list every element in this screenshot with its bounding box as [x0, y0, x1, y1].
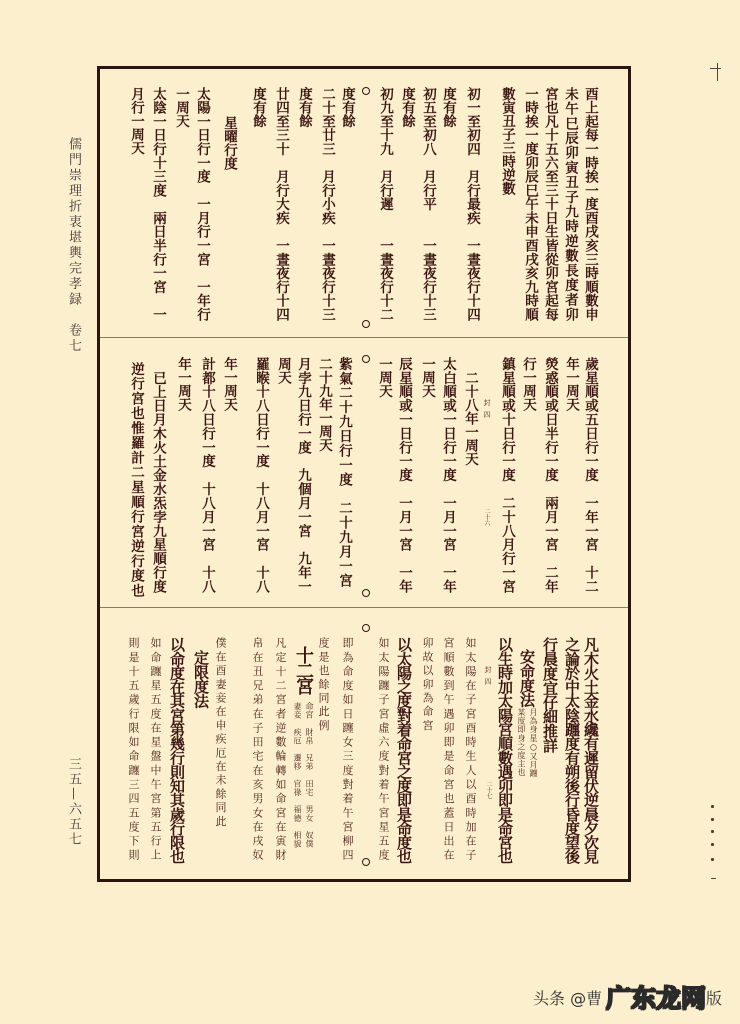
text-column: 僕在酉妻妾在申疾厄在未餘同此 — [214, 637, 227, 829]
section-heading: 安命度法 — [518, 649, 536, 707]
text-column: 如命躔星五度在星盤中午宮第五行上 — [149, 637, 162, 862]
text-column: 初九至十九 月行遲 一晝夜行十二 — [377, 87, 393, 321]
fold-circle-icon — [362, 589, 370, 597]
text-column: 已上日月木火土金水炁孛九星順行度 — [150, 371, 166, 593]
text-column: 初五至初八 月行平 一晝夜行十三 — [420, 87, 436, 321]
text-column: 度有餘 — [296, 87, 312, 128]
interlinear-note-right: 月為身星○又月躔 — [529, 708, 538, 778]
text-column: 初一至初四 月行最疾 一晝夜行十四 — [464, 87, 480, 321]
folio-number: 二十七 — [485, 781, 492, 799]
folio-number: 二十六 — [483, 508, 490, 526]
text-column: 廿四至三十 月行大疾 一晝夜行十四 — [273, 87, 289, 321]
section-divider — [100, 337, 628, 338]
text-column: 宮順數到午遇卯即是命宮也蓋日出在 — [442, 637, 455, 862]
text-column: 度有餘 — [399, 87, 415, 128]
text-column: 月孛九日行一度 九個月一宮 九年一 — [295, 357, 311, 593]
interlinear-note-right: 命宮 財帛 兄弟 田宅 男女 奴僕 — [305, 702, 314, 849]
text-column: 一周天 — [419, 357, 435, 398]
text-column: 周天 — [275, 357, 291, 384]
text-column: 月行一周天 — [128, 87, 144, 155]
text-column: 行晨度宜仔細推詳 — [541, 637, 559, 753]
text-column: 鎮星順或十日行一度 二十八月行一宮 — [499, 357, 515, 593]
running-title: 儒門崇理折衷堪輿完孝録 卷七 — [66, 137, 81, 354]
text-column: 二十至廿三 月行小疾 一晝夜行十三 — [319, 87, 335, 321]
text-column: 度有餘 — [339, 87, 355, 128]
fold-circle-icon — [362, 87, 370, 95]
fold-circle-icon — [362, 624, 370, 632]
text-column: 二十八年一周天 — [462, 371, 478, 466]
registration-mark — [710, 68, 721, 69]
section-heading: 星曜行度 — [221, 116, 237, 170]
text-column: 卯故以卯為命宮 — [421, 637, 434, 733]
watermark-overlay: 广东龙网 — [606, 984, 707, 1013]
section-heading: 十二宮 — [293, 646, 314, 693]
registration-mark — [717, 63, 718, 81]
text-column: 凡定十二宮者逆數輪轉如命宮在寅財 — [274, 637, 287, 862]
text-column: 羅睺十八日行一度 十八月一宮 十八 — [253, 357, 269, 593]
text-column: 年一周天 — [175, 357, 191, 411]
interlinear-note-left: 妻妾 疾厄 遷移 官祿 福德 相貌 — [293, 702, 302, 849]
text-column: 以命度在其宮第幾行則知其歲行限也 — [168, 637, 186, 862]
text-column: 以生時加太陽宮順數遇卯即是命宮也 — [496, 637, 514, 862]
section-divider — [100, 607, 628, 608]
section-heading: 定限度法 — [192, 650, 210, 708]
folio-mark: 封四 — [483, 399, 491, 423]
text-column: 以太陽之度對着命宮之度即是命度也 — [395, 637, 413, 862]
text-column: 紫氣二十九日行一度 二十九月一宮 — [336, 357, 352, 587]
text-column: 則是十五歲行限如命躔三四五度下則 — [127, 637, 140, 862]
text-column: 熒惑順或日半行一度 兩月一宮 二年 — [542, 357, 558, 593]
watermark-source: 头条 @曹 — [533, 989, 603, 1008]
text-column: 凡木火土金水纔有遲留伏逆晨夕次見 — [582, 637, 600, 862]
watermark-suffix: 版 — [706, 989, 723, 1008]
text-column: 二十九年一周天 — [316, 357, 332, 452]
text-column: 帛在丑兄弟在子田宅在亥男女在戌奴 — [251, 637, 264, 862]
page-number: 三五—六五七 — [66, 757, 81, 847]
text-column: 度有餘 — [250, 87, 266, 128]
text-column: 度是也餘同此例 — [317, 637, 330, 733]
fold-circle-icon — [362, 858, 370, 866]
text-column: 酉上起每一時挨一度酉戌亥三時順數申 — [582, 87, 598, 321]
fold-circle-icon — [362, 320, 370, 328]
text-column: 歲星順或五日行一度 一年一宮 十二 — [582, 357, 598, 593]
text-column: 太陰一日行十三度 兩日半行一宮 一 — [150, 87, 166, 321]
text-column: 年一周天 — [563, 357, 579, 411]
text-column: 數寅丑子三時逆數 — [499, 87, 515, 195]
text-column: 太白順或一日行一度 一月一宮 一年 — [440, 357, 456, 593]
text-column: 宮也凡十五六至三十日生皆從卯宮起每 — [542, 87, 558, 321]
text-column: 未午巳辰卯寅丑子九時逆數長度者卯 — [562, 87, 578, 321]
text-column: 即為命度如日躔女三度對着午宮柳四 — [341, 637, 354, 862]
text-column: 之論於中太陰躔度有朔後行昏度望後 — [563, 637, 581, 862]
text-column: 逆行宮也惟羅計二星順行宮逆行度也 — [128, 362, 144, 597]
text-column: 年一周天 — [221, 357, 237, 411]
text-column: 一時挨一度卯辰巳午未申酉戌亥九時順 — [522, 87, 538, 321]
text-column: 太陽一日行一度 一月行一宮 一年行 — [194, 87, 210, 321]
text-column: 辰星順或一日行一度 一月一宮 一年 — [396, 357, 412, 593]
text-column: 計都十八日行一度 十八月一宮 十八 — [199, 357, 215, 593]
text-column: 行一周天 — [520, 357, 536, 411]
interlinear-note-left: 某度即身之度主也 — [517, 708, 526, 777]
folio-mark: 封四 — [484, 666, 492, 690]
text-column: 一周天 — [376, 357, 392, 398]
text-column: 如太陽躔子宮虛六度對着午宮星五度 — [377, 637, 390, 862]
text-column: 如太陽在子宮酉時生人以酉時加在子 — [464, 637, 477, 862]
text-column: 一周天 — [173, 87, 189, 128]
text-column: 度有餘 — [440, 87, 456, 128]
fold-circle-icon — [362, 355, 370, 363]
